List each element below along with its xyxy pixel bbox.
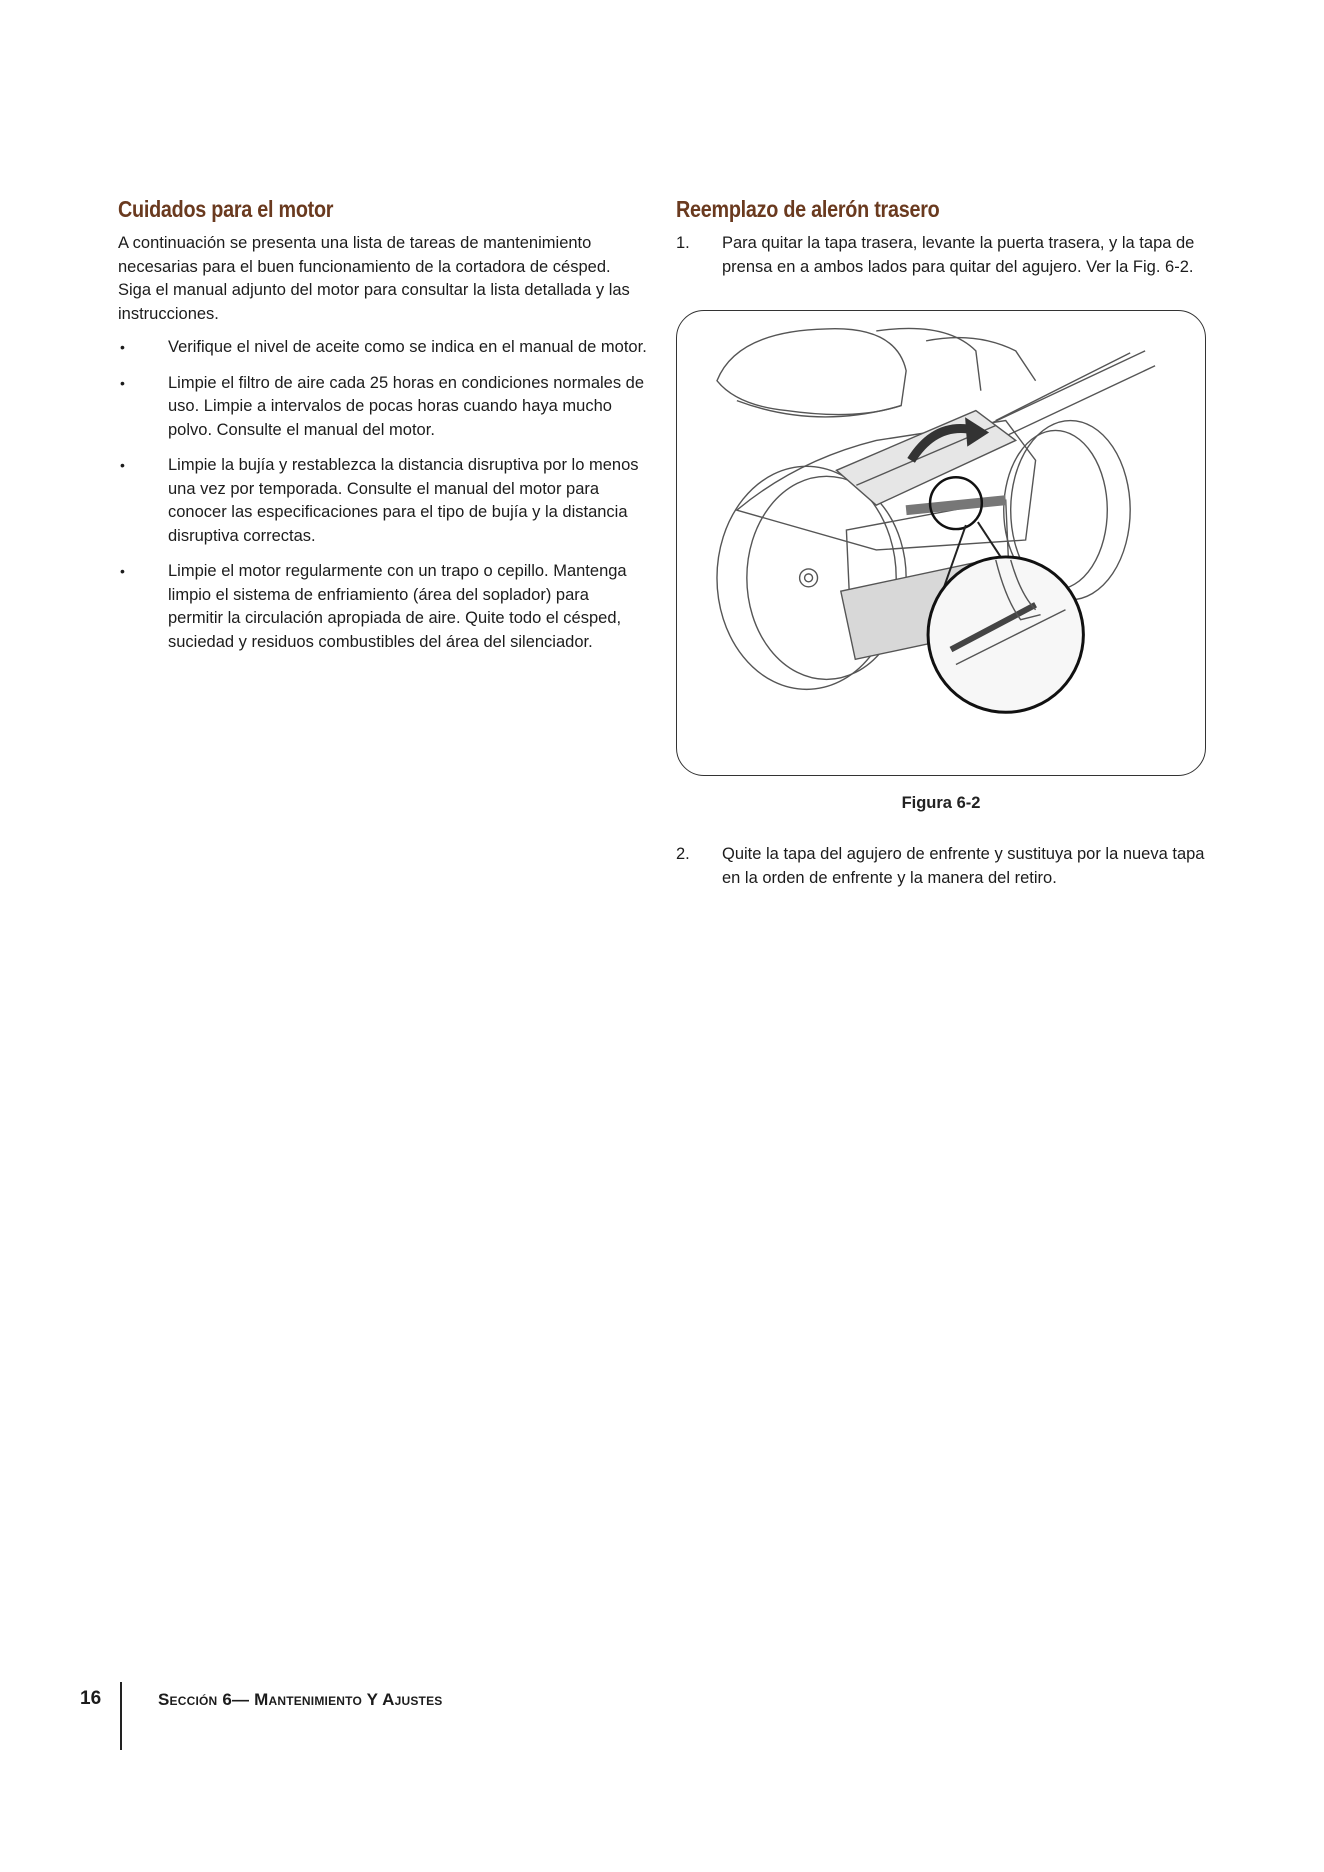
bullet-icon: • bbox=[120, 374, 125, 391]
figure-caption: Figura 6-2 bbox=[901, 794, 981, 812]
list-item bbox=[118, 336, 648, 360]
step-item bbox=[676, 232, 1211, 279]
steps-list bbox=[676, 232, 1211, 279]
list-item bbox=[118, 560, 648, 654]
mower-rear-flap-diagram bbox=[677, 311, 1205, 775]
page-number: 16 bbox=[80, 1688, 102, 1709]
right-column bbox=[676, 196, 1211, 279]
page-footer bbox=[62, 1680, 662, 1750]
bullet-icon: • bbox=[120, 457, 125, 473]
list-item-text: Limpie el filtro de aire cada 25 horas en condiciones normales de uso. Limpie a intervalos de pocas horas cuando haya mucho polvo. Consulte el manual del motor. bbox=[168, 373, 645, 439]
list-item bbox=[118, 372, 648, 443]
intro-paragraph: A continuación se presenta una lista de tareas de mantenimiento necesarias para el buen funcionamiento de la cortadora de césped. Siga el manual adjunto del motor para consultar la lista detallada y las instrucciones. bbox=[118, 234, 630, 323]
step-number: 1. bbox=[676, 234, 690, 252]
section-heading-engine-care: Cuidados para el motor bbox=[118, 196, 334, 222]
bullet-icon: • bbox=[120, 339, 125, 355]
step-number: 2. bbox=[676, 845, 690, 863]
steps-list-continued bbox=[676, 843, 1211, 890]
list-item-text: Limpie la bujía y restablezca la distancia disruptiva por lo menos una vez por temporada. Consulte el manual del motor para conocer las especificaciones para el tipo de bujía y la distancia disruptiva correctas. bbox=[168, 456, 639, 545]
footer-section-title: Sección 6— Mantenimiento Y Ajustes bbox=[158, 1690, 443, 1709]
step-text: Para quitar la tapa trasera, levante la puerta trasera, y la tapa de prensa en a ambos lados para quitar del agujero. Ver la Fig. 6-2. bbox=[722, 234, 1195, 276]
footer-divider bbox=[120, 1682, 122, 1750]
bullet-icon: • bbox=[120, 563, 125, 579]
figure-6-2-illustration bbox=[676, 310, 1206, 776]
list-item bbox=[118, 454, 648, 548]
list-item-text: Verifique el nivel de aceite como se indica en el manual de motor. bbox=[168, 338, 647, 356]
left-column bbox=[118, 196, 648, 666]
step-text: Quite la tapa del agujero de enfrente y sustituya por la nueva tapa en la orden de enfrente y la manera del retiro. bbox=[722, 845, 1205, 887]
step-2-block bbox=[676, 843, 1211, 890]
list-item-text: Limpie el motor regularmente con un trapo o cepillo. Mantenga limpio el sistema de enfriamiento (área del soplador) para permitir la circulación apropiada de aire. Quite todo el césped, suciedad y residuos combustibles del área del silenciador. bbox=[168, 562, 627, 651]
section-heading-rear-flap: Reemplazo de alerón trasero bbox=[676, 196, 940, 222]
step-item bbox=[676, 843, 1211, 890]
maintenance-list bbox=[118, 336, 648, 654]
